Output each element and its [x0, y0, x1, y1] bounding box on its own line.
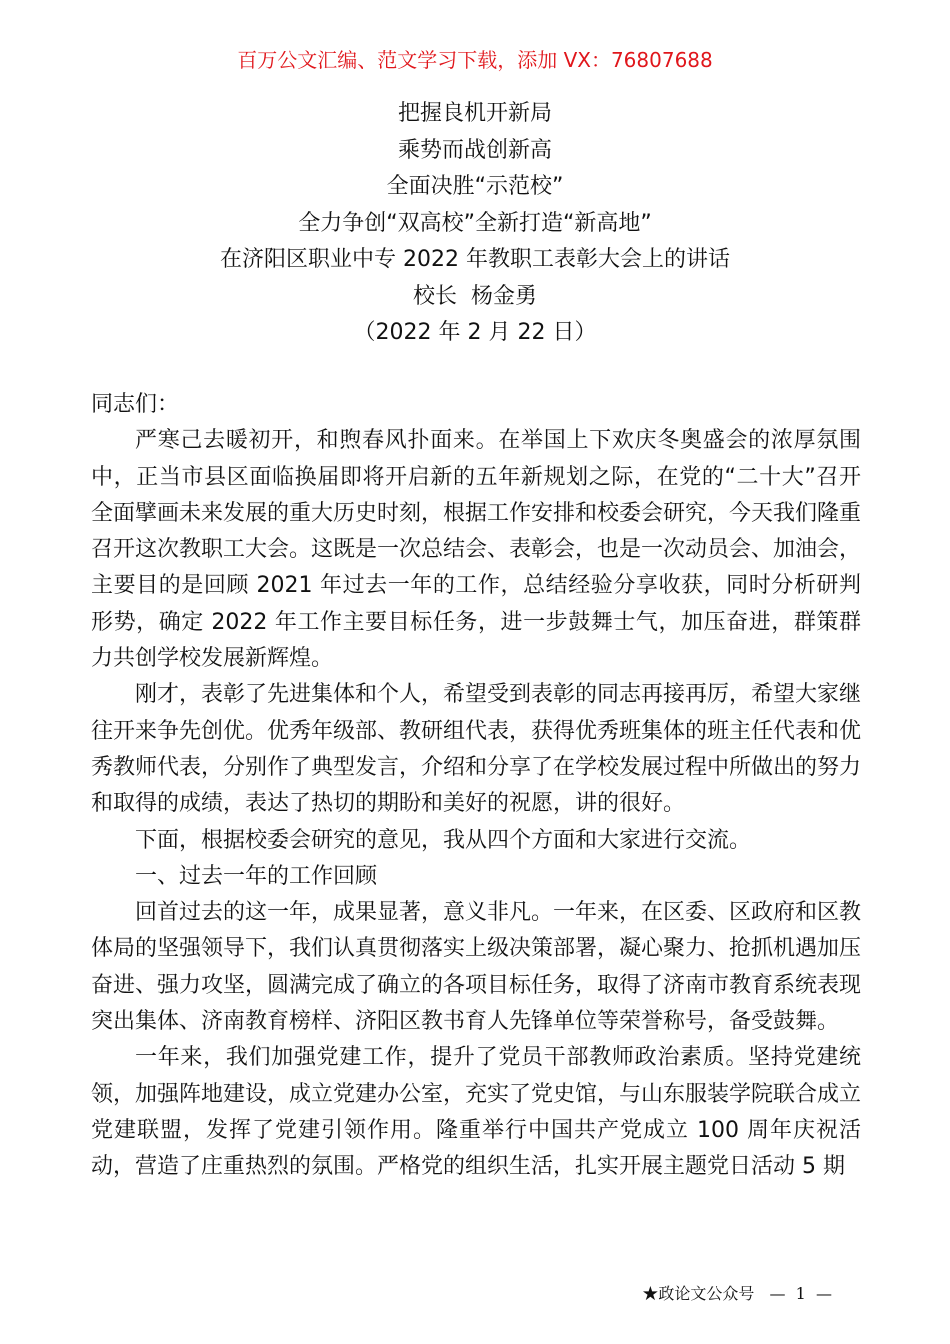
- footer-label: ★政论文公众号: [642, 1284, 755, 1303]
- paragraph: 回首过去的这一年，成果显著，意义非凡。一年来，在区委、区政府和区教体局的坚强领导下，我们认真贯彻落实上级决策部署，凝心聚力、抢抓机遇加压奋进、强力攻坚，圆满完成了确立的各项目标任务，取得了济南市教育系统表现突出集体、济南教育榜样、济阳区教书育人先锋单位等荣誉称号，备受鼓舞。: [91, 900, 862, 1035]
- paragraph: 下面，根据校委会研究的意见，我从四个方面和大家进行交流。: [135, 827, 752, 853]
- title-line-4: 全力争创“双高校”全新打造“新高地”: [298, 210, 652, 236]
- paragraph: 一年来，我们加强党建工作，提升了党员干部教师政治素质。坚持党建统领，加强阵地建设，成立党建办公室，充实了党史馆，与山东服装学院联合成立党建联盟，发挥了党建引领作用。隆重举行中国共产党成立 100 周年庆祝活动，营造了庄重热烈的氛围。严格党的组织生活，扎实开展主题党日活动 5 期: [91, 1045, 862, 1180]
- section-heading: 一、过去一年的工作回顾: [135, 863, 378, 889]
- watermark-banner: 百万公文汇编、范文学习下载，添加 VX：76807688: [237, 48, 713, 72]
- title-line-1: 把握良机开新局: [397, 101, 552, 126]
- speech-occasion: 在济阳区职业中专 2022 年教职工表彰大会上的讲话: [220, 247, 730, 272]
- speaker: 校长 杨金勇: [413, 283, 537, 309]
- paragraph: 严寒己去暖初开，和煦春风扑面来。在举国上下欢庆冬奥盛会的浓厚氛围中，正当市县区面临换届即将开启新的五年新规划之际，在党的“二十大”召开全面擘画未来发展的重大历史时刻，根据工作安排和校委会研究，今天我们隆重召开这次教职工大会。这既是一次总结会、表彰会，也是一次动员会、加油会，主要目的是回顾 2021 年过去一年的工作，总结经验分享收获，同时分析研判形势，确定 2022 年工作主要目标任务，进一步鼓舞士气，加压奋进，群策群力共创学校发展新辉煌。: [91, 428, 862, 672]
- salutation: 同志们：: [91, 392, 180, 417]
- title-line-2: 乘势而战创新高: [397, 137, 552, 163]
- title-line-3: 全面决胜“示范校”: [386, 174, 564, 199]
- title-block: [0, 96, 950, 352]
- page-number: — 1 —: [769, 1284, 832, 1303]
- speech-date: （2022 年 2 月 22 日）: [353, 320, 597, 345]
- paragraph: 刚才，表彰了先进集体和个人，希望受到表彰的同志再接再厉，希望大家继往开来争先创优。优秀年级部、教研组代表，获得优秀班集体的班主任代表和优秀教师代表，分别作了典型发言，介绍和分享了在学校发展过程中所做出的努力和取得的成绩，表达了热切的期盼和美好的祝愿，讲的很好。: [91, 682, 862, 817]
- speech-body: [91, 387, 861, 1186]
- page-footer: [642, 1282, 832, 1306]
